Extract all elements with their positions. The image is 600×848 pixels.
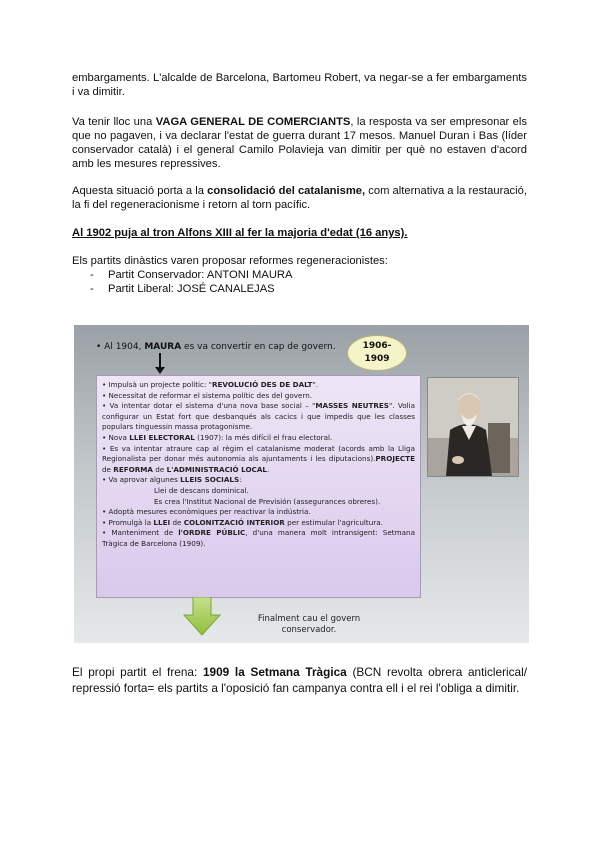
paragraph-setmana-tragica: El propi partit el frena: 1909 la Setmana Tràgica (BCN revolta obrera anticlerical/ repressió forta= els partits a l'oposició fan campanya contra ell i el rei l'obliga a dimitir. (72, 665, 527, 695)
list-item: - Partit Conservador: ANTONI MAURA (90, 269, 293, 281)
arrow-down-icon (159, 353, 161, 369)
list-item: Es crea l'Institut Nacional de Previsión (assegurances obreres). (154, 496, 381, 506)
years-badge: 1906- 1909 (347, 335, 407, 371)
section-heading: Al 1902 puja al tron Alfons XIII al fer la majoria d'edat (16 anys). (72, 227, 408, 239)
list-item: Llei de descans dominical. (154, 485, 249, 495)
portrait-photo (427, 377, 519, 477)
green-arrow-down-icon (182, 597, 222, 637)
list-item: • Va intentar dotar el sistema d'una nova base social – "MASSES NEUTRES". Volia configurar un Estat fort que desbanqués als cacics i que impedís que les classes populars tinguessin massa protagonisme. (102, 401, 415, 432)
list-item: • Nova LLEI ELECTORAL (1907): la més difícil el frau electoral. (102, 432, 333, 442)
paragraph-partits-dinastics: Els partits dinàstics varen proposar reformes regeneracionistes: (72, 255, 388, 267)
paragraph-catalanisme: Aquesta situació porta a la consolidació del catalanisme, com alternativa a la restauració, la fi del regeneracionisme i retorn al torn pacífic. (72, 185, 527, 211)
slide-top-line: • Al 1904, MAURA es va convertir en cap de govern. (96, 342, 336, 352)
list-item: • Es va intentar atraure cap al règim el catalanisme moderat (acords amb la Lliga Regionalista per donar més autonomia als ajuntaments i les diputacions).PROJECTE de REFORMA de L'ADMINISTRACIÓ LOCAL. (102, 443, 415, 474)
party-list (90, 268, 292, 296)
maura-government-slide (74, 325, 529, 643)
reforms-box (96, 375, 421, 598)
list-item: - Partit Liberal: JOSÉ CANALEJAS (90, 283, 275, 295)
list-item: • Va aprovar algunes LLEIS SOCIALS: (102, 475, 242, 485)
list-item: • Manteniment de l'ORDRE PÚBLIC, d'una manera molt intransigent: Setmana Tràgica de Barcelona (1909). (102, 528, 415, 548)
list-item: • Impulsà un projecte polític: "REVOLUCIÓ DES DE DALT". (102, 380, 319, 389)
list-item: • Promulgà la LLEI de COLONITZACIÓ INTERIOR per estimular l'agricultura. (102, 517, 383, 527)
list-item: • Necessitat de reformar el sistema polític des del govern. (102, 390, 313, 400)
list-item: • Adoptà mesures econòmiques per reactivar la indústria. (102, 507, 311, 517)
final-note: Finalment cau el govern conservador. (257, 614, 361, 635)
paragraph-embargaments: embargaments. L'alcalde de Barcelona, Bartomeu Robert, va negar-se a fer embargaments i va dimitir. (72, 72, 527, 98)
paragraph-vaga-general: Va tenir lloc una VAGA GENERAL DE COMERCIANTS, la resposta va ser empresonar els que no pagaven, i va declarar l'estat de guerra durant 17 mesos. Manuel Duran i Bas (líder conservador català) i el general Camilo Polavieja van dimitir per què no estaven d'acord amb les mesures repressives. (72, 116, 527, 170)
